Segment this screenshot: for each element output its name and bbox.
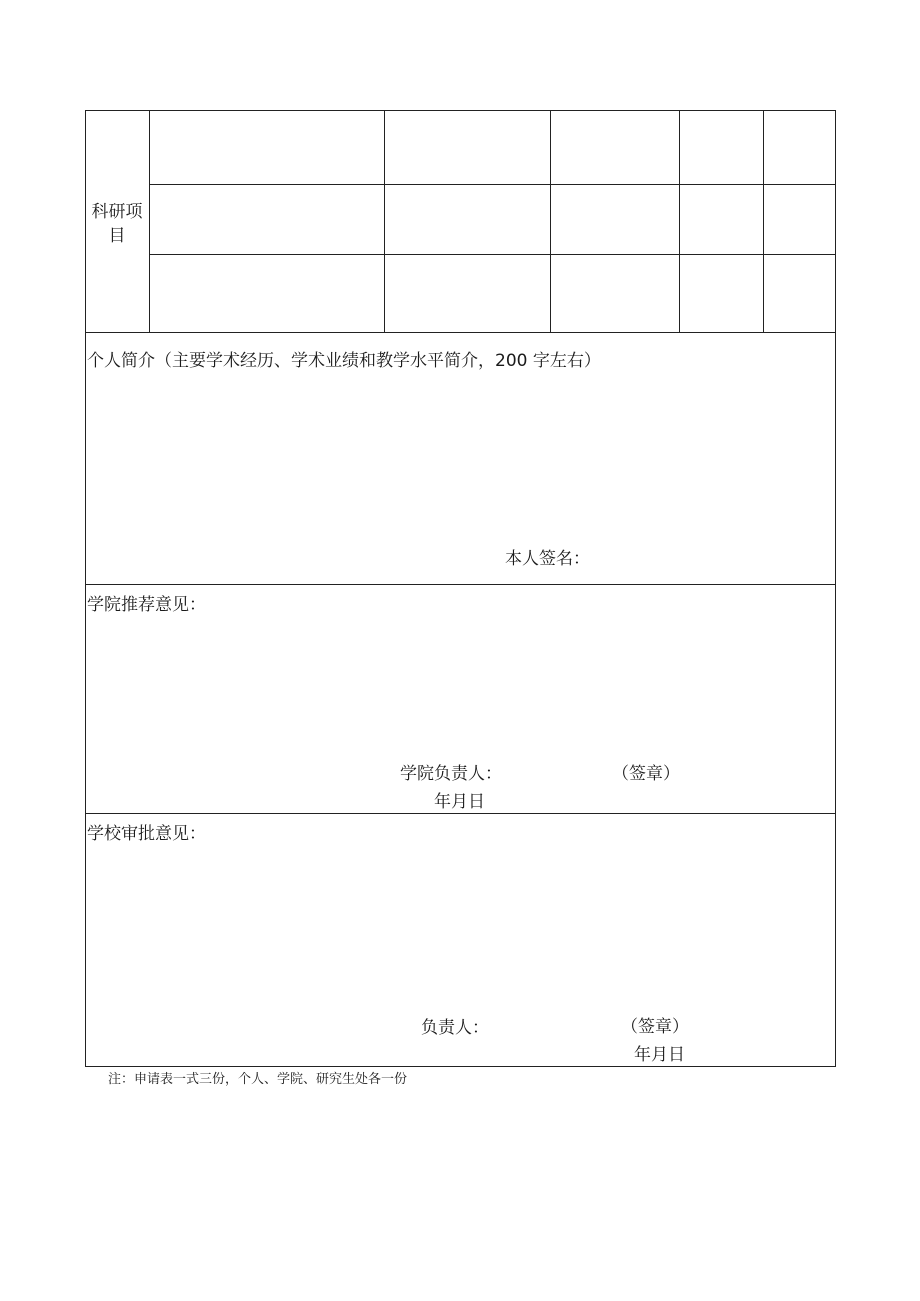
research-cell-r2c4[interactable] xyxy=(680,185,763,254)
research-cell-r2c2[interactable] xyxy=(385,185,550,254)
research-cell-r3c4[interactable] xyxy=(680,255,763,332)
research-cell-r3c1[interactable] xyxy=(150,255,384,332)
school-opinion-label: 学校审批意见： xyxy=(87,824,206,844)
research-projects-label: 科研项目 xyxy=(91,202,143,246)
school-stamp-label: （签章） xyxy=(621,1017,689,1037)
section-divider-intro xyxy=(85,332,836,333)
college-opinion-label: 学院推荐意见： xyxy=(87,595,206,615)
school-responsible-label: 负责人： xyxy=(421,1018,489,1038)
college-stamp-label: （签章） xyxy=(612,764,680,784)
research-cell-r1c3[interactable] xyxy=(551,111,679,184)
personal-intro-content-area[interactable] xyxy=(87,378,832,538)
research-cell-r3c5[interactable] xyxy=(764,255,835,332)
school-date-label: 年月日 xyxy=(634,1045,685,1065)
personal-signature-label: 本人签名： xyxy=(505,549,590,569)
research-cell-r1c4[interactable] xyxy=(680,111,763,184)
school-opinion-content-area[interactable] xyxy=(87,851,832,1006)
research-cell-r2c5[interactable] xyxy=(764,185,835,254)
research-cell-r1c2[interactable] xyxy=(385,111,550,184)
research-cell-r2c3[interactable] xyxy=(551,185,679,254)
research-cell-r3c3[interactable] xyxy=(551,255,679,332)
research-cell-r3c2[interactable] xyxy=(385,255,550,332)
section-divider-college xyxy=(85,584,836,585)
college-responsible-label: 学院负责人： xyxy=(400,764,502,784)
college-date-label: 年月日 xyxy=(434,792,485,812)
table-bottom-border xyxy=(85,1066,836,1067)
section-divider-school xyxy=(85,813,836,814)
personal-intro-label: 个人简介（主要学术经历、学术业绩和教学水平简介，200 字左右） xyxy=(87,351,601,371)
table-left-border xyxy=(85,110,86,1067)
research-cell-r2c1[interactable] xyxy=(150,185,384,254)
research-cell-r1c5[interactable] xyxy=(764,111,835,184)
footnote: 注：申请表一式三份，个人、学院、研究生处各一份 xyxy=(108,1072,408,1087)
research-cell-r1c1[interactable] xyxy=(150,111,384,184)
college-opinion-content-area[interactable] xyxy=(87,622,832,752)
